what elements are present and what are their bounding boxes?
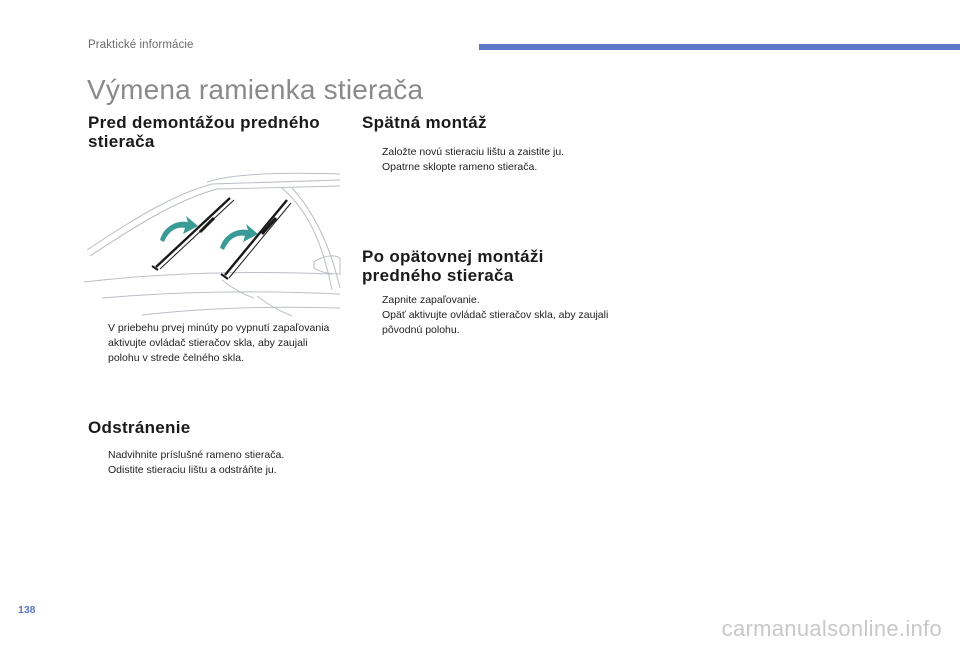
list-item: Odistite stieraciu lištu a odstráňte ju.: [108, 464, 277, 476]
list-item: V priebehu prvej minúty po vypnutí zapaľovania aktivujte ovládač stieračov skla, aby zaujali polohu v strede čelného skla.: [108, 322, 330, 364]
heading-spatna-montaz: Spätná montáž: [362, 113, 487, 132]
list-item: Nadvihnite príslušné rameno stierača.: [108, 449, 285, 461]
steps-odstranenie: [88, 448, 338, 478]
steps-po-opatovnej-montazi: [362, 293, 612, 338]
page-number: 138: [18, 604, 36, 616]
steps-pred-demontazou: [88, 321, 338, 366]
page-title: Výmena ramienka stierača: [87, 74, 424, 105]
wiper-blade-right-icon: [221, 200, 291, 279]
heading-po-opatovnej-montazi: Po opätovnej montáži predného stierača: [362, 247, 544, 285]
section-accent-bar: [479, 44, 960, 50]
steps-spatna-montaz: [362, 145, 612, 175]
list-item: Opäť aktivujte ovládač stieračov skla, aby zaujali pôvodnú polohu.: [382, 309, 609, 336]
list-item: Založte novú stieraciu lištu a zaistite ju.: [382, 146, 565, 158]
heading-odstranenie: Odstránenie: [88, 418, 191, 437]
watermark: carmanualsonline.info: [721, 616, 942, 641]
windshield-wipers-illustration: [82, 170, 342, 320]
section-label: Praktické informácie: [88, 39, 194, 51]
list-item: Opatrne sklopte rameno stierača.: [382, 161, 538, 173]
heading-pred-demontazou: Pred demontážou predného stierača: [88, 113, 320, 151]
list-item: Zapnite zapaľovanie.: [382, 294, 480, 306]
